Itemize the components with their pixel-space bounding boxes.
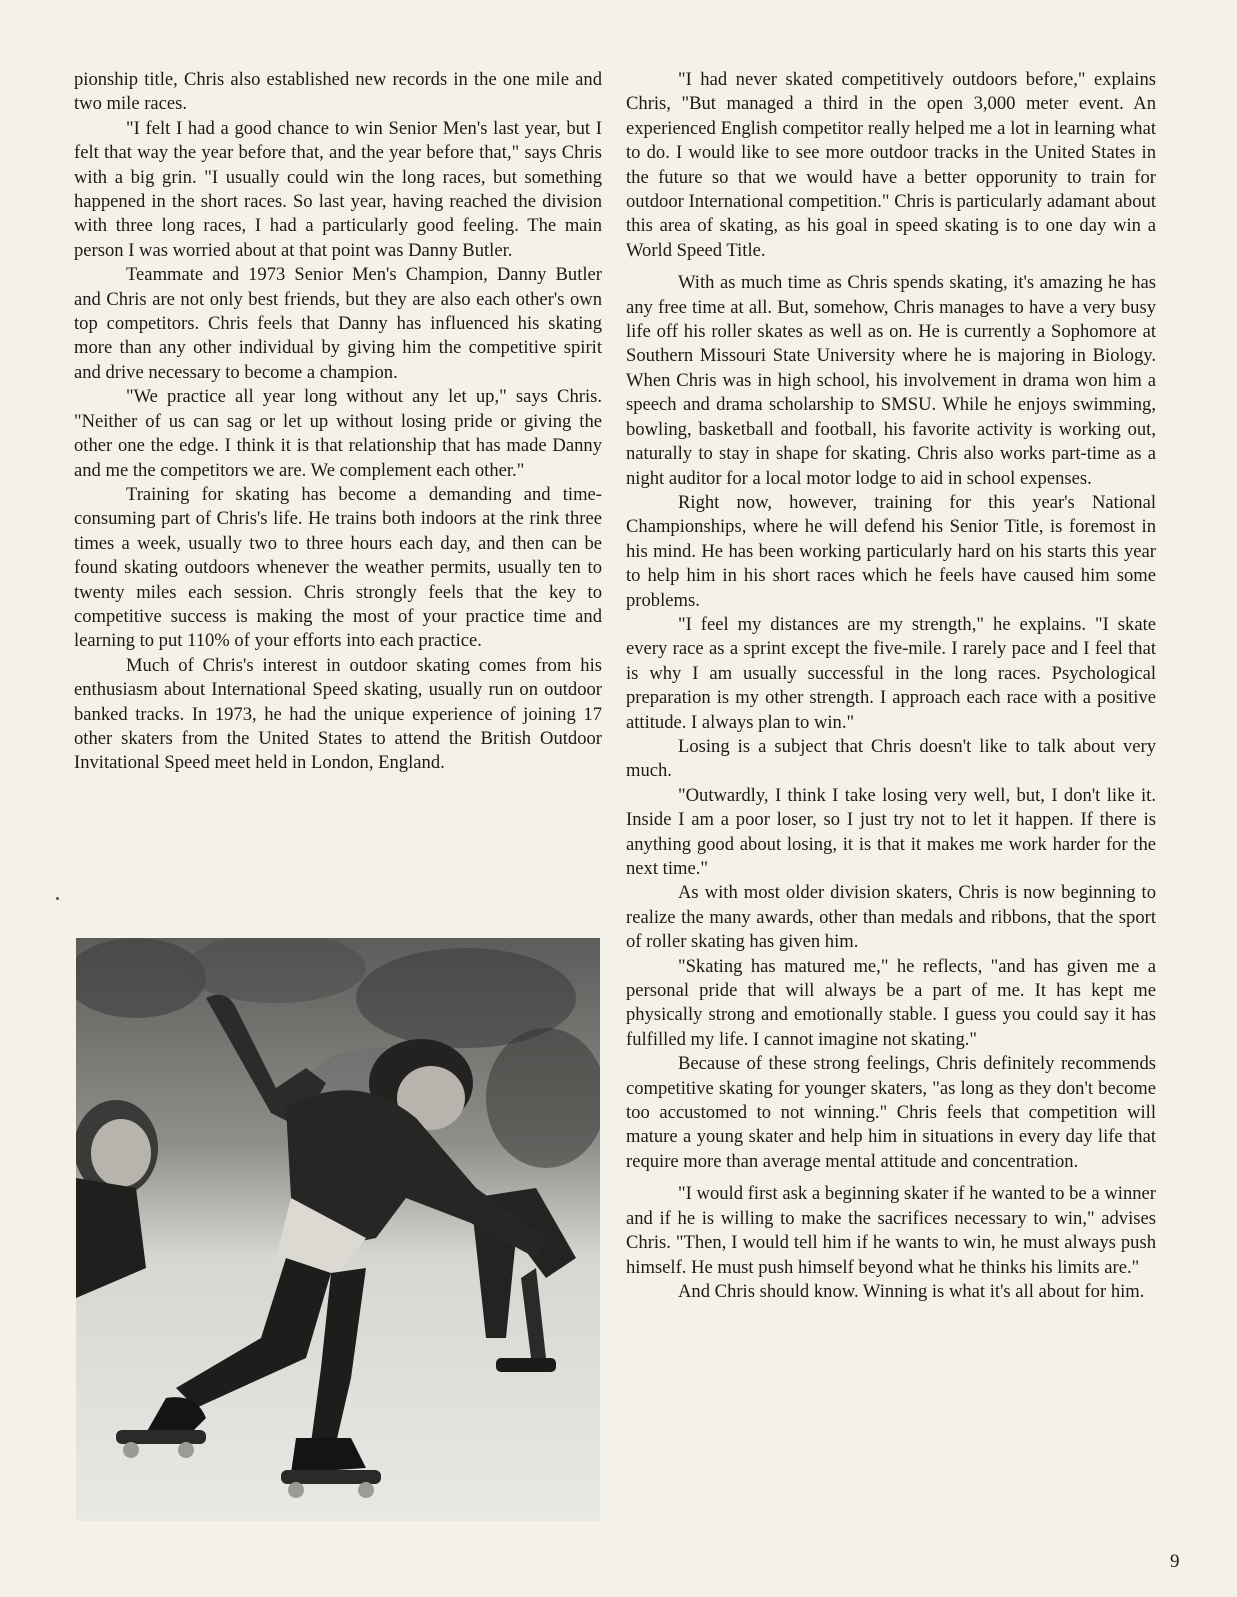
right-text-column [626, 68, 1156, 1304]
paragraph: With as much time as Chris spends skating, it's amazing he has any free time at all. But, somehow, Chris manages to have a very busy life off his roller skates as well as on. He is currently a Sophomore at Southern Missouri State University where he is majoring in Biology. When Chris was in high school, his involvement in drama won him a speech and drama scholarship to SMSU. While he enjoys swimming, bowling, basketball and football, his favorite activity is working out, naturally to stay in shape for skating. Chris also works part-time as a night auditor for a local motor lodge to aid in school expenses. [626, 272, 1156, 489]
paragraph: "Outwardly, I think I take losing very well, but, I don't like it. Inside I am a poor loser, so I just try not to let it happen. If there is anything good about losing, it is that it makes me work harder for the next time." [626, 784, 1156, 879]
print-speck [56, 897, 59, 900]
paragraph: "We practice all year long without any let up," says Chris. "Neither of us can sag or let up without losing pride or giving the other one the edge. I think it is that relationship that has made Danny and me the competitors we are. We complement each other." [74, 386, 602, 481]
paragraph: "I felt I had a good chance to win Senior Men's last year, but I felt that way the year before that, and the year before that," says Chris with a big grin. "I usually could win the long races, but something happened in the short races. So last year, having reached the division with three long races, I had a particularly good feeling. The main person I was worried about at that point was Danny Butler. [74, 117, 602, 261]
page-number: 9 [1170, 1551, 1180, 1572]
paragraph: Much of Chris's interest in outdoor skating comes from his enthusiasm about International Speed skating, usually run on outdoor banked tracks. In 1973, he had the unique experience of joining 17 other skaters from the United States to attend the British Outdoor Invitational Speed meet held in London, England. [74, 654, 602, 774]
paragraph: "I would first ask a beginning skater if he wanted to be a winner and if he is willing to make the sacrifices necessary to win," advises Chris. "Then, I would tell him if he wants to win, he must always push himself. He must push himself beyond what he thinks his limits are." [626, 1183, 1156, 1278]
paragraph: Teammate and 1973 Senior Men's Champion, Danny Butler and Chris are not only best friends, but they are also each other's own top competitors. Chris feels that Danny has influenced his skating more than any other individual by giving him the competitive spirit and drive necessary to become a champion. [74, 264, 602, 383]
skater-photo [76, 938, 600, 1521]
paragraph: And Chris should know. Winning is what it's all about for him. [678, 1280, 1145, 1302]
paragraph: "Skating has matured me," he reflects, "and has given me a personal pride that will always be a part of me. It has kept me physically strong and emotionally stable. I guess you could say it has fulfilled my life. I cannot imagine not skating." [626, 955, 1156, 1050]
paragraph: Training for skating has become a demanding and time-consuming part of Chris's life. He trains both indoors at the rink three times a week, usually two to three hours each day, and then can be found skating outdoors whenever the weather permits, usually ten to twenty miles each session. Chris strongly feels that the key to competitive success is making the most of your practice time and learning to put 110% of your efforts into each practice. [74, 483, 602, 652]
paragraph: Losing is a subject that Chris doesn't like to talk about very much. [626, 735, 1156, 782]
paragraph: Because of these strong feelings, Chris definitely recommends competitive skating for younger skaters, "as long as they don't become too accustomed to not winning." Chris feels that competition will mature a young skater and help him in situations in every day life that require more than average mental attitude and concentration. [626, 1053, 1156, 1172]
paragraph: As with most older division skaters, Chris is now beginning to realize the many awards, other than medals and ribbons, that the sport of roller skating has given him. [626, 882, 1156, 953]
paragraph: "I had never skated competitively outdoors before," explains Chris, "But managed a third in the open 3,000 meter event. An experienced English competitor really helped me a lot in learning what to do. I would like to see more outdoor tracks in the United States in the future so that we would have a better opporunity to train for outdoor International competition." Chris is particularly adamant about this area of skating, as his goal in speed skating is to one day win a World Speed Title. [626, 69, 1156, 261]
paragraph: pionship title, Chris also established new records in the one mile and two mile races. [74, 69, 602, 115]
left-text-column [74, 68, 602, 776]
paragraph: Right now, however, training for this year's National Championships, where he will defend his Senior Title, is foremost in his mind. He has been working particularly hard on his starts this year to help him in his short races which he feels have caused him some problems. [626, 491, 1156, 611]
paragraph: "I feel my distances are my strength," he explains. "I skate every race as a sprint except the five-mile. I rarely pace and I feel that is why I am usually successful in the long races. Psychological preparation is my other strength. I approach each race with a positive attitude. I always plan to win." [626, 613, 1156, 733]
